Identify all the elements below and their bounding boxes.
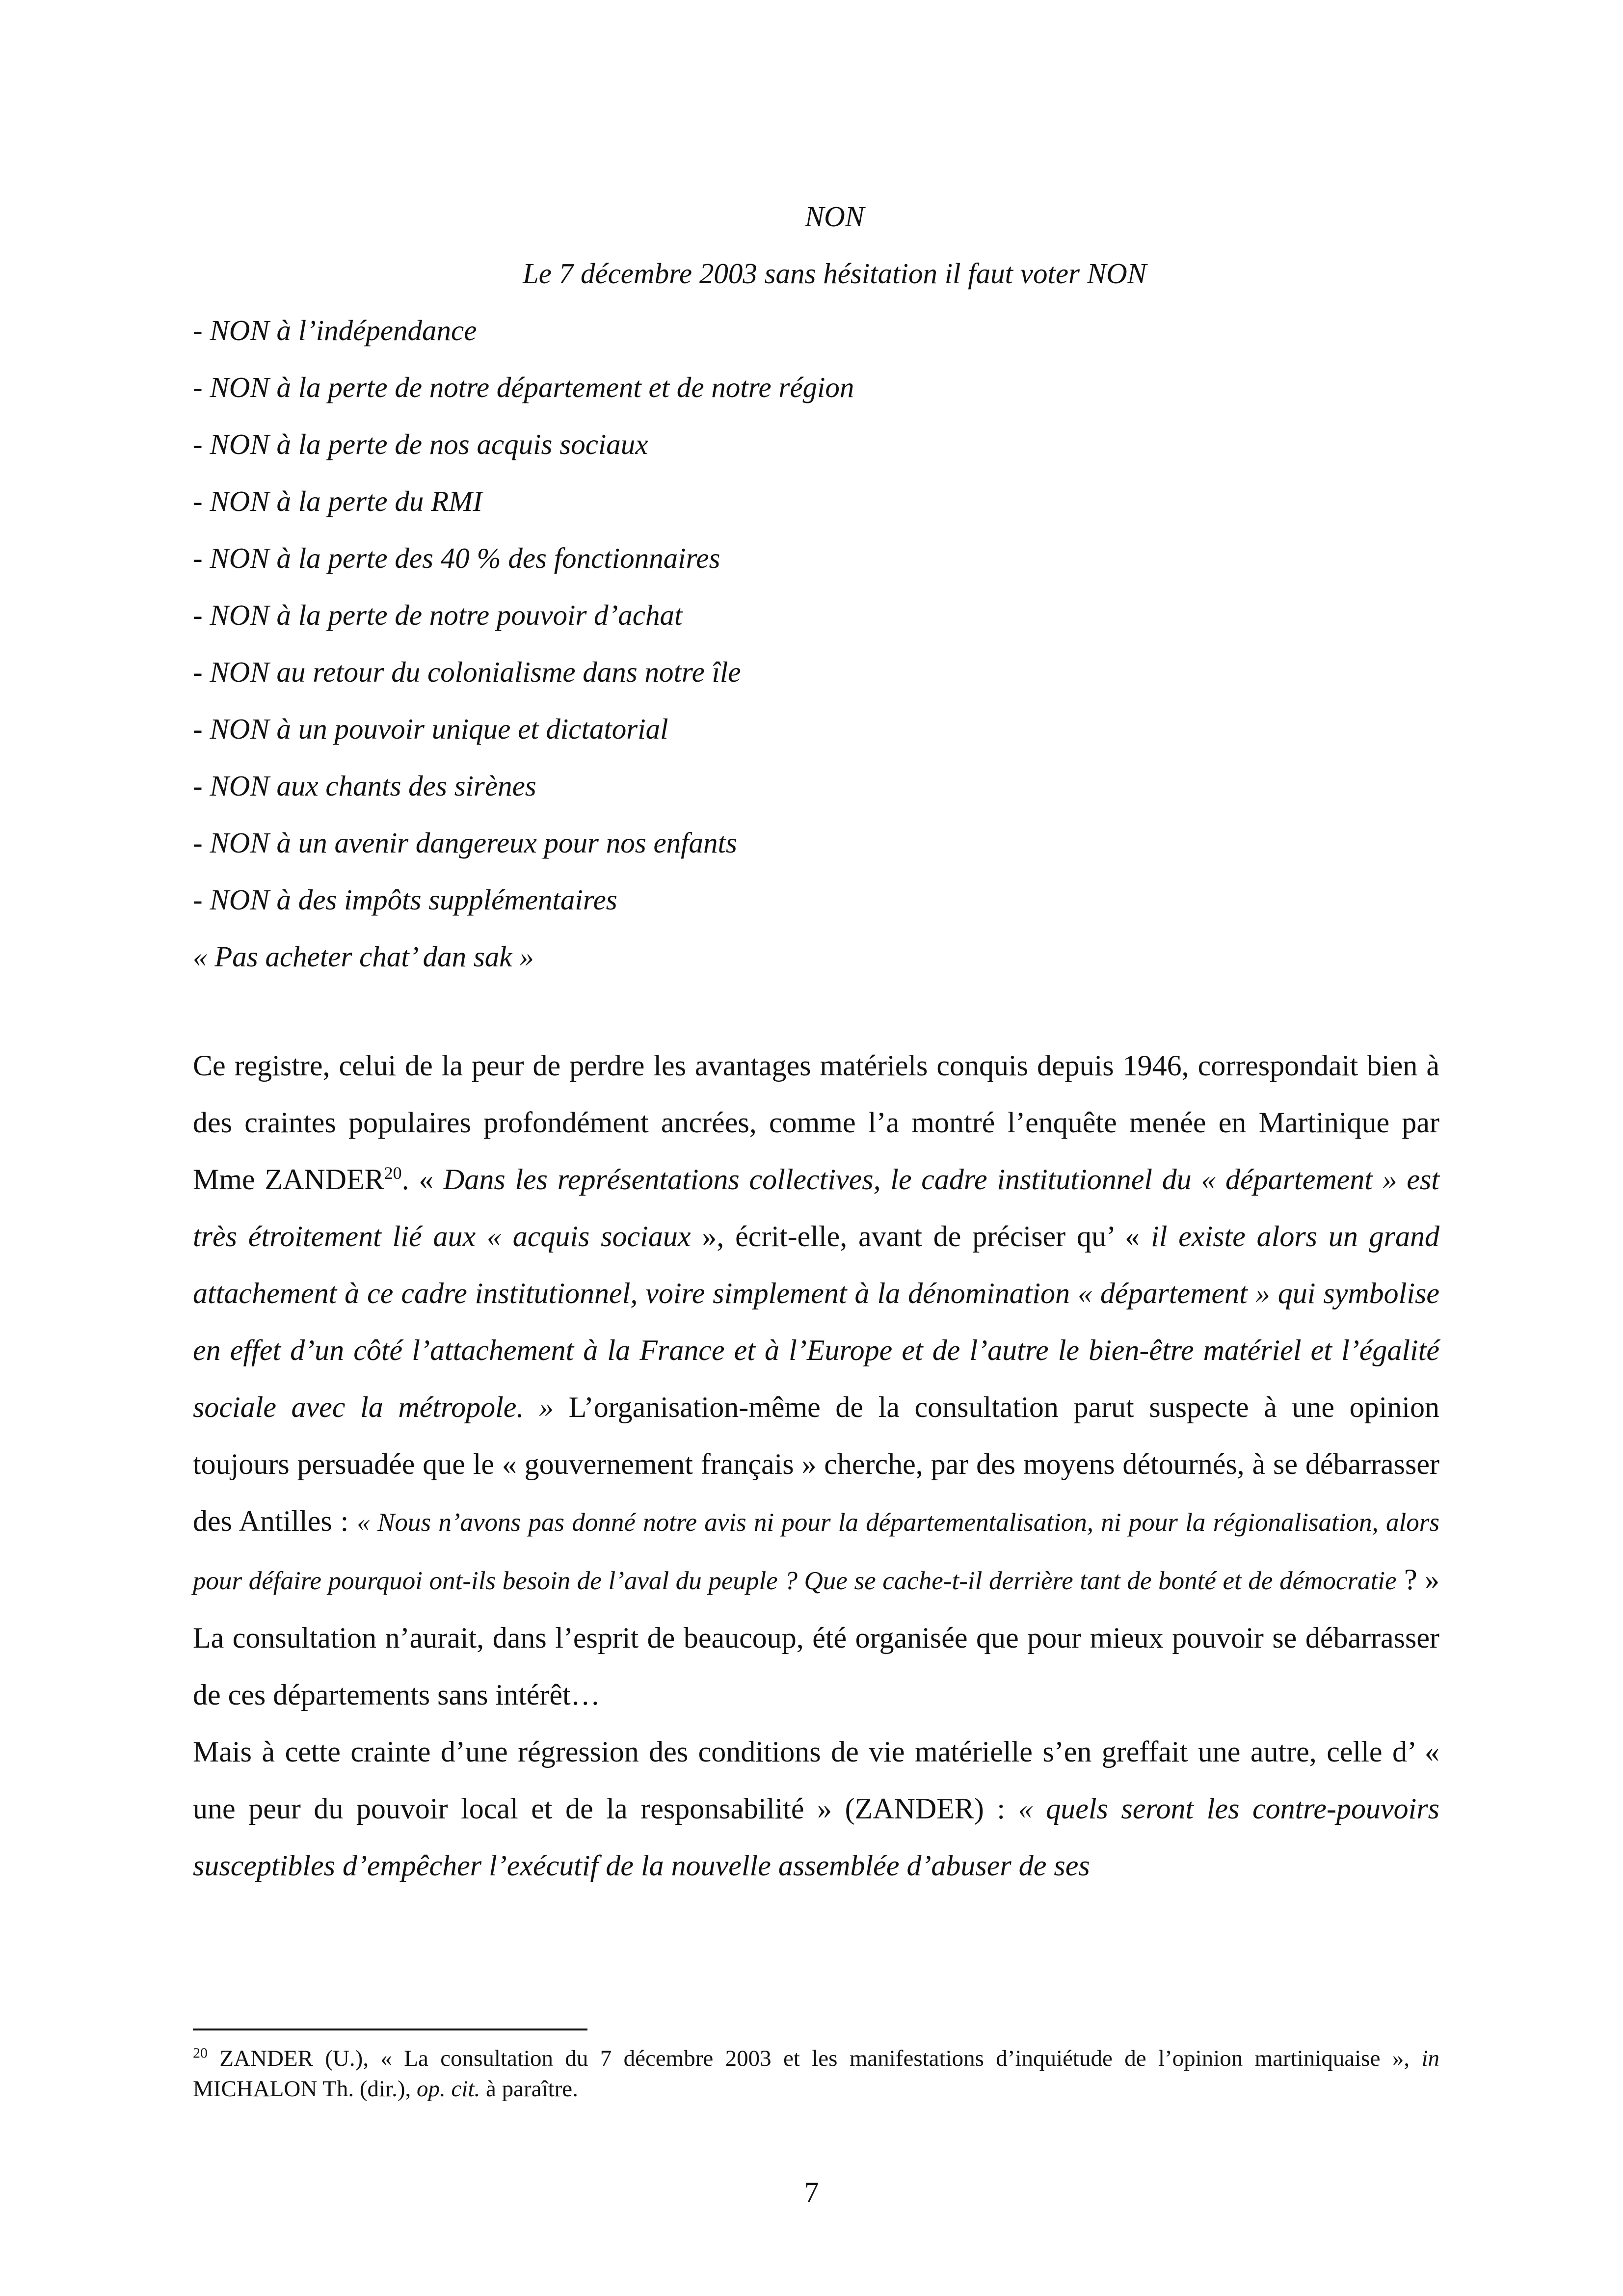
tract-closing: « Pas acheter chat’ dan sak » bbox=[193, 940, 534, 973]
text-run: MICHALON Th. (dir.), bbox=[193, 2076, 417, 2102]
tract-item: - NON à la perte de notre pouvoir d’achat bbox=[193, 599, 683, 631]
quotation: il existe alors un grand attachement à ce cadre institutionnel, voire simplement à la dénomination « département » qui symbolise en effet d’un côté l’attachement à la France et à l’Europe et de l’autre le bien-être matériel et l’égalité sociale avec la métropole. » bbox=[193, 1220, 1440, 1423]
quotation: Dans les représentations collectives, le cadre institutionnel du « département » est très étroitement lié aux « acquis sociaux bbox=[193, 1163, 1439, 1253]
body-text bbox=[193, 1037, 1439, 1894]
tract-item: - NON à l’indépendance bbox=[193, 314, 477, 347]
tract-item: - NON à la perte des 40 % des fonctionnaires bbox=[193, 542, 720, 574]
quotation: « Nous n’avons pas donné notre avis ni pour la départementalisation, ni pour la régionalisation, alors pour défaire pourquoi ont-ils besoin de l’aval du peuple ? Que se cache-t-il derrière tant de bonté et de démocratie bbox=[193, 1508, 1439, 1595]
tract-item: - NON aux chants des sirènes bbox=[193, 770, 536, 802]
footnote-reference: 20 bbox=[384, 1163, 402, 1183]
footnote bbox=[193, 2043, 1439, 2104]
text-run: op. cit. bbox=[417, 2076, 480, 2102]
tract-item: - NON à des impôts supplémentaires bbox=[193, 883, 617, 916]
text-run: à paraître. bbox=[480, 2076, 578, 2102]
tract-subheading: Le 7 décembre 2003 sans hésitation il faut voter NON bbox=[522, 257, 1147, 290]
text-run: Ce registre, celui de la peur de perdre les avantages matériels conquis depuis 1946, correspondait bien à des craintes populaires profondément ancrées, comme l’a montré l’enquête menée en Martinique par Mme ZANDER bbox=[193, 1049, 1439, 1196]
text-run: . « bbox=[401, 1163, 443, 1196]
text-run: », écrit-elle, avant de préciser qu’ « bbox=[691, 1220, 1151, 1253]
text-run: in bbox=[1421, 2046, 1439, 2071]
tract-item: - NON à un avenir dangereux pour nos enfants bbox=[193, 827, 737, 859]
tract-item: - NON au retour du colonialisme dans notre île bbox=[193, 656, 741, 688]
paragraph bbox=[193, 1723, 1439, 1894]
tract-item: - NON à la perte du RMI bbox=[193, 485, 482, 517]
text-run: L’organisation-même de la consultation parut suspecte à une opinion toujours persuadée que le « gouvernement français » cherche, par des moyens détournés, à se débarrasser des Antilles : bbox=[193, 1391, 1439, 1537]
tract-item: - NON à un pouvoir unique et dictatorial bbox=[193, 713, 668, 745]
quotation: « quels seront les contre-pouvoirs susceptibles d’empêcher l’exécutif de la nouvelle assemblée d’abuser de ses bbox=[193, 1792, 1440, 1882]
tract-block bbox=[193, 188, 1439, 985]
footnote-separator bbox=[193, 2029, 587, 2030]
footnote-number: 20 bbox=[193, 2045, 208, 2061]
text-run: ZANDER (U.), « La consultation du 7 décembre 2003 et les manifestations d’inquiétude de l’opinion martiniquaise », bbox=[208, 2046, 1422, 2071]
text-run: Mais à cette crainte d’une régression des conditions de vie matérielle s’en greffait une autre, celle d’ « une peur du pouvoir local et de la responsabilité » (ZANDER) : bbox=[193, 1735, 1439, 1825]
paragraph bbox=[193, 1037, 1439, 1723]
tract-item: - NON à la perte de notre département et de notre région bbox=[193, 371, 854, 403]
text-run: ? » La consultation n’aurait, dans l’esprit de beaucoup, été organisée que pour mieux pouvoir se débarrasser de ces départements sans intérêt… bbox=[193, 1563, 1439, 1711]
tract-item: - NON à la perte de nos acquis sociaux bbox=[193, 428, 648, 460]
page-number: 7 bbox=[804, 2176, 819, 2209]
tract-heading: NON bbox=[804, 200, 865, 233]
